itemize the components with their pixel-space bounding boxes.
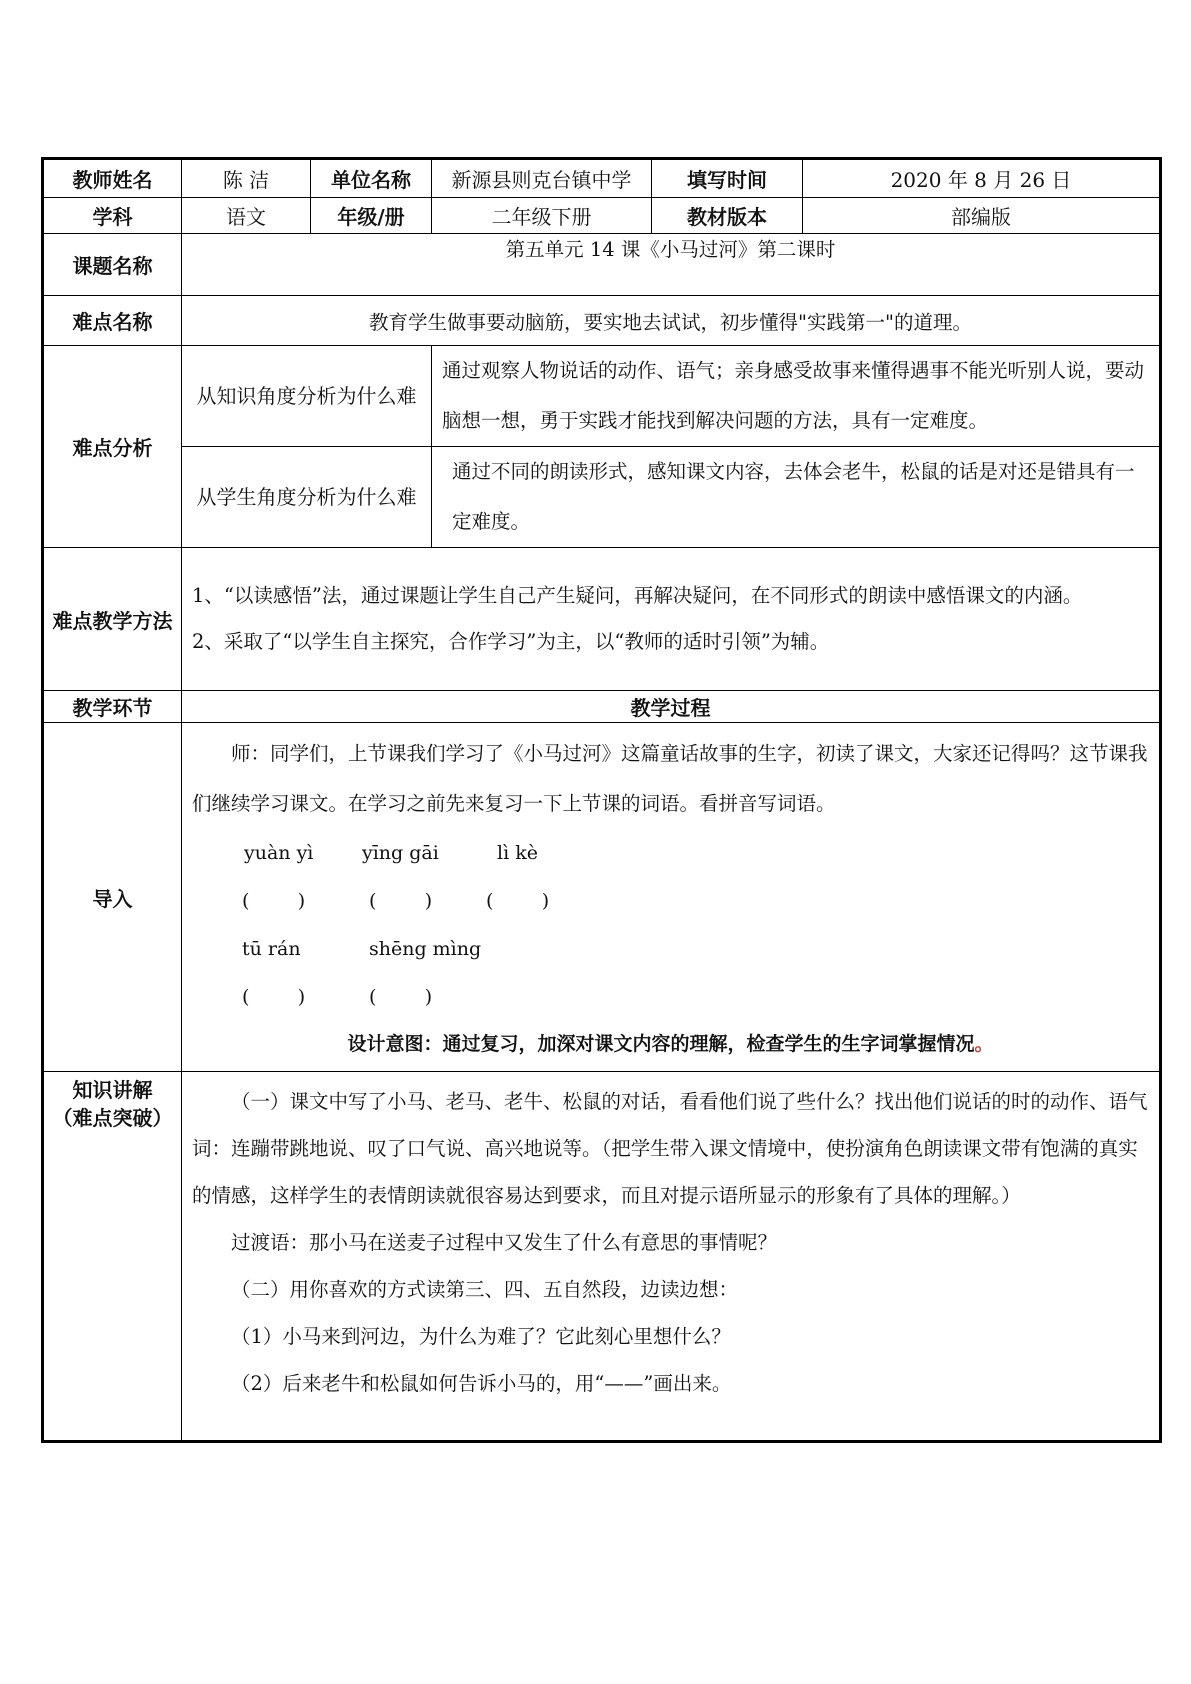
method-row (43, 548, 1161, 691)
unit-name-value: 新源县则克台镇中学 (432, 159, 652, 198)
teacher-name-value: 陈 洁 (182, 159, 311, 198)
difficulty-value: 教育学生做事要动脑筋，要实地去试试，初步懂得"实践第一"的道理。 (182, 296, 1161, 346)
difficulty-row (43, 296, 1161, 346)
process-label: 教学过程 (182, 691, 1161, 723)
answer-blanks-row-1 (192, 877, 1149, 925)
knowledge-content (182, 1072, 1161, 1442)
intro-text: 师：同学们，上节课我们学习了《小马过河》这篇童话故事的生字，初读了课文，大家还记得吗？这节课我们继续学习课文。在学习之前先来复习一下上节课的词语。看拼音写词语。 (192, 742, 1148, 815)
knowledge-paragraph-3: （二）用你喜欢的方式读第三、四、五自然段，边读边想： (231, 1278, 739, 1301)
stage-label: 教学环节 (43, 691, 182, 723)
answer-blank: ( ) (486, 890, 550, 912)
answer-blank: ( ) (242, 890, 306, 912)
method-item-1: 1、“以读感悟”法，通过课题让学生自己产生疑问，再解决疑问，在不同形式的朗读中感悟课文的内涵。 (192, 584, 1083, 607)
knowledge-label-line-2: （难点突破） (52, 1106, 173, 1130)
lesson-plan-sheet (41, 157, 1159, 1443)
pinyin-word: shēng mìng (369, 938, 482, 960)
grade-label: 年级/册 (311, 198, 432, 234)
design-intent-end: 。 (974, 1033, 994, 1055)
process-header-row (43, 691, 1161, 723)
method-item-2: 2、采取了“以学生自主探究，合作学习”为主，以“教师的适时引领”为辅。 (192, 630, 830, 653)
teacher-name-label: 教师姓名 (43, 159, 182, 198)
topic-label: 课题名称 (43, 234, 182, 296)
pinyin-word: tū rán (242, 938, 301, 960)
difficulty-label: 难点名称 (43, 296, 182, 346)
header-row-2 (43, 198, 1161, 234)
intro-content (182, 723, 1161, 1072)
design-intent-text: 设计意图：通过复习，加深对课文内容的理解，检查学生的生字词掌握情况 (347, 1033, 975, 1055)
pinyin-word: yīng gāi (362, 842, 439, 864)
analysis-row-student (43, 447, 1161, 548)
topic-value: 第五单元 14 课《小马过河》第二课时 (182, 234, 1161, 296)
design-intent (192, 1021, 1149, 1067)
answer-blank: ( ) (242, 986, 306, 1008)
subject-label: 学科 (43, 198, 182, 234)
knowledge-label (43, 1072, 182, 1442)
intro-row (43, 723, 1161, 1072)
analysis-label: 难点分析 (43, 346, 182, 548)
knowledge-paragraph-4: （1）小马来到河边，为什么为难了？它此刻心里想什么？ (231, 1325, 731, 1348)
knowledge-paragraph-2: 过渡语：那小马在送麦子过程中又发生了什么有意思的事情呢？ (231, 1231, 778, 1254)
pinyin-word: yuàn yì (244, 842, 314, 864)
method-label: 难点教学方法 (43, 548, 182, 691)
analysis-row-knowledge (43, 346, 1161, 447)
pinyin-row-1 (192, 829, 1149, 877)
lesson-plan-table (41, 157, 1162, 1443)
student-angle-label: 从学生角度分析为什么难 (182, 447, 432, 548)
header-row-1 (43, 159, 1161, 198)
knowledge-angle-text: 通过观察人物说话的动作、语气；亲身感受故事来懂得遇事不能光听别人说，要动脑想一想，勇于实践才能找到解决问题的方法，具有一定难度。 (432, 346, 1161, 447)
subject-value: 语文 (182, 198, 311, 234)
knowledge-angle-label: 从知识角度分析为什么难 (182, 346, 432, 447)
knowledge-label-line-1: 知识讲解 (72, 1078, 153, 1102)
fill-date-label: 填写时间 (652, 159, 803, 198)
answer-blanks-row-2 (192, 973, 1149, 1021)
knowledge-paragraph-5: （2）后来老牛和松鼠如何告诉小马的，用“——”画出来。 (231, 1372, 732, 1395)
edition-value: 部编版 (803, 198, 1161, 234)
pinyin-row-2 (192, 925, 1149, 973)
grade-value: 二年级下册 (432, 198, 652, 234)
knowledge-row (43, 1072, 1161, 1442)
topic-row (43, 234, 1161, 296)
unit-name-label: 单位名称 (311, 159, 432, 198)
intro-label: 导入 (43, 723, 182, 1072)
student-angle-text: 通过不同的朗读形式，感知课文内容，去体会老牛，松鼠的话是对还是错具有一定难度。 (432, 447, 1161, 548)
knowledge-paragraph-1: （一）课文中写了小马、老马、老牛、松鼠的对话，看看他们说了些什么？找出他们说话的时的动作、语气词：连蹦带跳地说、叹了口气说、高兴地说等。（把学生带入课文情境中，使扮演角色朗读课文带有饱满的真实的情感，这样学生的表情朗读就很容易达到要求，而且对提示语所显示的形象有了具体的理解。） (192, 1090, 1148, 1207)
edition-label: 教材版本 (652, 198, 803, 234)
pinyin-word: lì kè (497, 842, 538, 864)
answer-blank: ( ) (369, 986, 433, 1008)
fill-date-value: 2020 年 8 月 26 日 (803, 159, 1161, 198)
method-content (182, 548, 1161, 691)
answer-blank: ( ) (369, 890, 433, 912)
